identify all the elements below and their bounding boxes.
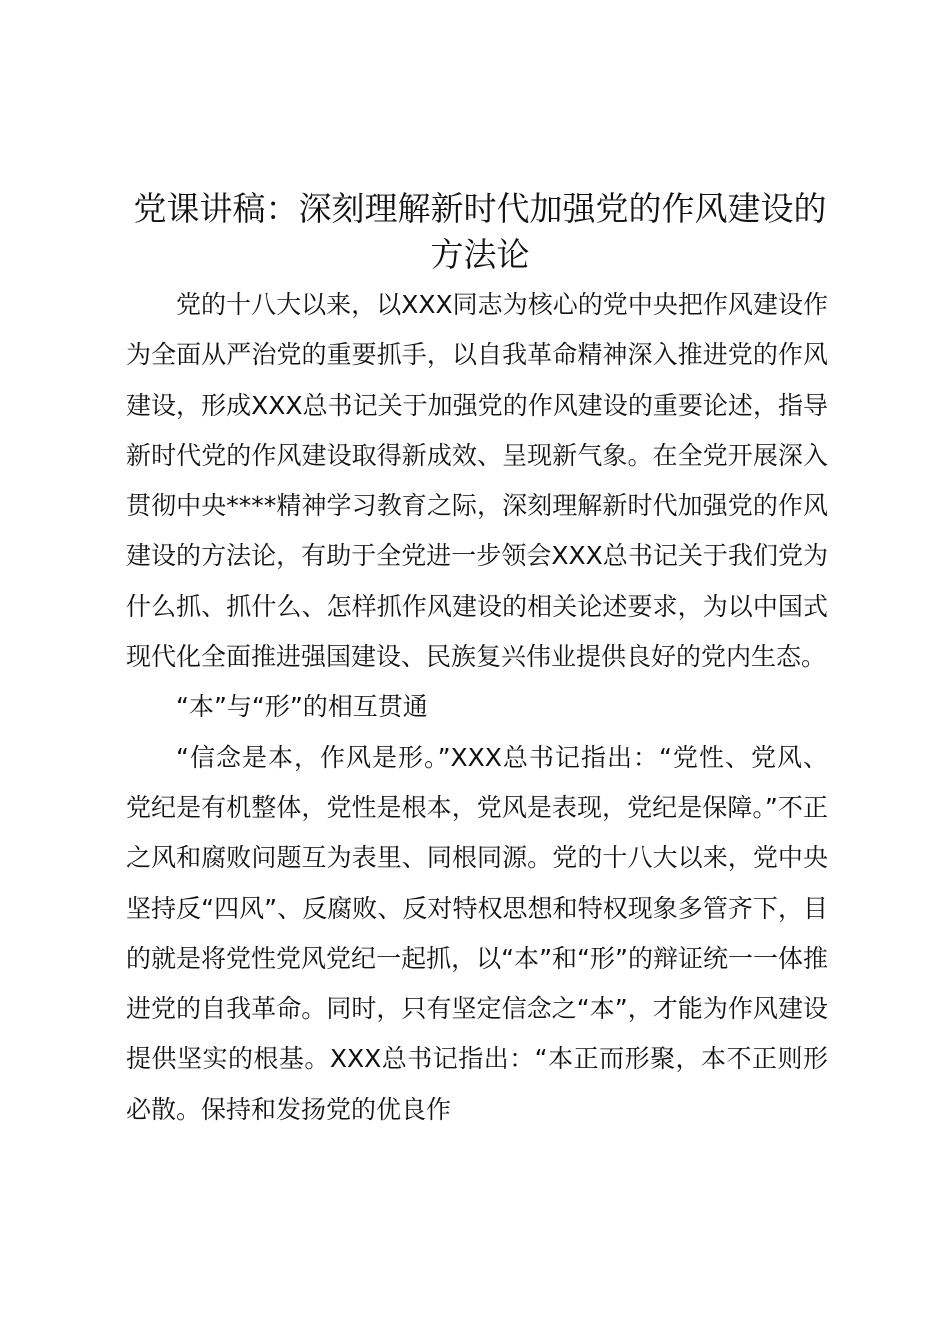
document-title: 党课讲稿：深刻理解新时代加强党的作风建设的方法论 [133,189,827,274]
paragraph-intro: 党的十八大以来，以XXX同志为核心的党中央把作风建设作为全面从严治党的重要抓手，以自我革命精神深入推进党的作风建设，形成XXX总书记关于加强党的作风建设的重要论述，指导新时代党的作风建设取得新成效、呈现新气象。在全党开展深入贯彻中央****精神学习教育之际，深刻理解新时代加强党的作风建设的方法论，有助于全党进一步领会XXX总书记关于我们党为什么抓、抓什么、怎样抓作风建设的相关论述要求，为以中国式现代化全面推进强国建设、民族复兴伟业提供良好的党内生态。 [126,290,828,672]
paragraph-section-1: “信念是本，作风是形。”XXX总书记指出：“党性、党风、党纪是有机整体，党性是根本，党风是表现，党纪是保障。”不正之风和腐败问题互为表里、同根同源。党的十八大以来，党中央坚持反“四风”、反腐败、反对特权思想和特权现象多管齐下，目的就是将党性党风党纪一起抓，以“本”和“形”的辩证统一一体推进党的自我革命。同时，只有坚定信念之“本”，才能为作风建设提供坚实的根基。XXX总书记指出：“本正而形聚，本不正则形必散。保持和发扬党的优良作 [126,742,828,1124]
section-heading: “本”与“形”的相互贯通 [176,692,428,722]
document-body [126,280,828,1135]
